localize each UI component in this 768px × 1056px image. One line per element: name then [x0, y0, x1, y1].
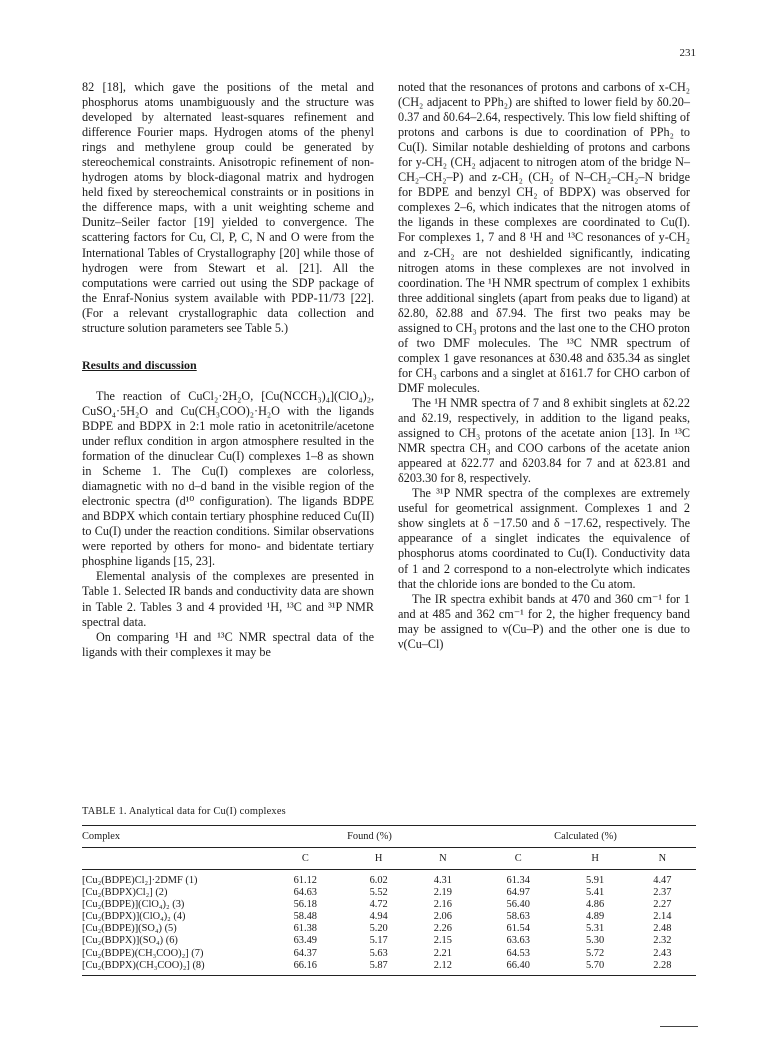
table-cell-found-c: 58.48	[293, 911, 317, 923]
analytical-data-table-block	[82, 806, 696, 976]
table-cell-found-c: 63.49	[293, 935, 317, 947]
table-cell-complex: [Cu₂(BDPE)(CH₃COO)₂] (7)	[82, 947, 204, 959]
table-cell-calc-c: 56.40	[506, 899, 530, 911]
table-cell-found-c: 66.16	[293, 959, 317, 971]
table-row	[82, 870, 696, 888]
header-complex: Complex	[82, 831, 121, 842]
table-cell-found-c: 61.12	[293, 875, 317, 886]
left-paragraph-4: On comparing ¹H and ¹³C NMR spectral data of the ligands with their complexes it may be	[82, 629, 374, 659]
table-row	[82, 899, 696, 911]
table-cell-found-h: 4.94	[369, 911, 388, 923]
header-found-h: H	[374, 853, 383, 864]
header-calculated: Calculated (%)	[554, 831, 617, 842]
right-paragraph-4: The IR spectra exhibit bands at 470 and 360 cm⁻¹ for 1 and at 485 and 362 cm⁻¹ for 2, the higher frequency band may be assigned to ν(Cu–P) and the other one is due to ν(Cu–Cl)	[398, 591, 690, 651]
table-cell-calc-n: 4.47	[653, 875, 672, 886]
right-paragraph-2: The ¹H NMR spectra of 7 and 8 exhibit singlets at δ2.22 and δ2.19, respectively, in addition to the ligand peaks, assigned to CH₃ protons of the acetate anion [13]. In ¹³C NMR spectra CH₃ and COO carbons of the acetate anion appeared at δ22.77 and δ203.84 for 7 and at δ23.81 and δ203.30 for 8, respectively.	[398, 395, 690, 486]
table-cell-found-n: 2.26	[433, 923, 452, 935]
right-column	[398, 80, 690, 652]
table-cell-calc-h: 4.89	[585, 911, 605, 923]
table-cell-calc-n: 2.28	[653, 959, 672, 971]
table-cell-calc-n: 2.43	[653, 947, 672, 959]
header-found: Found (%)	[347, 831, 392, 842]
table-cell-complex: [Cu₂(BDPX)](SO₄) (6)	[82, 935, 178, 947]
table-cell-found-n: 4.31	[433, 875, 452, 886]
table-cell-calc-n: 2.37	[653, 887, 672, 899]
table-cell-found-n: 2.06	[433, 911, 452, 923]
analytical-data-table	[82, 825, 696, 976]
header-found-n: N	[439, 853, 447, 864]
header-calc-n: N	[658, 853, 667, 864]
table-cell-found-n: 2.19	[433, 887, 452, 899]
table-cell-complex: [Cu₂(BDPX)(CH₃COO)₂] (8)	[82, 959, 205, 971]
left-paragraph-2: The reaction of CuCl₂·2H₂O, [Cu(NCCH₃)₄](ClO₄)₂, CuSO₄·5H₂O and Cu(CH₃COO)₂·H₂O with the ligands BDPE and BDPX in 2:1 mole ratio in acetonitrile/acetone under reflux condition in argon atmosphere resulted in the formation of the dinuclear Cu(I) complexes 1–8 as shown in Scheme 1. The Cu(I) complexes are colorless, diamagnetic with no d–d band in the visible region of the electronic spectra (d¹⁰ configuration). The ligands BDPE and BDPX which contain tertiary phosphine reduced Cu(II) to Cu(I) under the reaction conditions. Similar observations were reported by others for mono- and bidentate tertiary phosphine ligands [15, 23].	[82, 388, 374, 569]
header-found-c: C	[301, 853, 309, 864]
right-paragraph-3: The ³¹P NMR spectra of the complexes are extremely useful for geometrical assignment. Complexes 1 and 2 show singlets at δ −17.50 and δ −17.62, respectively. The appearance of a singlet indicates the equivalence of phosphorus atoms coordinated to Cu(I). Conductivity data of 1 and 2 correspond to a non-electrolyte which indicates that the chloride ions are bonded to the Cu atom.	[398, 486, 690, 591]
footer-rule	[660, 1026, 698, 1027]
table-cell-found-h: 6.02	[369, 875, 388, 886]
table-cell-found-h: 5.17	[369, 935, 388, 947]
table-row	[82, 923, 696, 935]
left-paragraph-1: 82 [18], which gave the positions of the metal and phosphorus atoms unambiguously and the structure was developed by alternated least-squares refinement and difference Fourier maps. Hydrogen atoms of the phenyl rings and methylene group could be generated by stereochemical constraints. Anisotropic refinement of non-hydrogen atoms by block-diagonal matrix and hydrogen held fixed by stereochemical constraints or in positions in the difference maps, with a unit weighting scheme and Dunitz–Seiler factor [19] yielded to convergence. The scattering factors for Cu, Cl, P, C, N and O were from the International Tables of Crystallography [20] while those of hydrogen were from Stewart et al. [21]. All the computations were carried out using the SDP package of the Enraf-Nonius system available with PDP-11/73 [22]. (For a relevant crystallographic data collection and structure solution parameters see Table 5.)	[82, 80, 374, 335]
table-cell-calc-n: 2.32	[653, 935, 672, 947]
table-cell-found-n: 2.15	[433, 935, 452, 947]
table-cell-found-n: 2.16	[433, 899, 452, 911]
table-cell-found-n: 2.21	[433, 947, 452, 959]
table-cell-found-h: 5.20	[369, 923, 388, 935]
table-row	[82, 960, 696, 976]
table-cell-calc-c: 61.34	[506, 875, 530, 886]
table-cell-calc-n: 2.27	[653, 899, 672, 911]
table-cell-found-c: 61.38	[293, 923, 317, 935]
table-row	[82, 948, 696, 960]
table-cell-found-h: 4.72	[369, 899, 388, 911]
table-cell-calc-h: 5.72	[585, 947, 605, 959]
table-cell-found-n: 2.12	[433, 959, 452, 971]
table-cell-complex: [Cu₂(BDPE)](ClO₄)₂ (3)	[82, 899, 185, 911]
table-cell-calc-c: 63.63	[506, 935, 530, 947]
table-cell-found-c: 56.18	[293, 899, 317, 911]
table-cell-calc-c: 66.40	[506, 959, 530, 971]
table-row	[82, 911, 696, 923]
table-cell-calc-c: 61.54	[506, 923, 530, 935]
header-calc-h: H	[591, 853, 599, 864]
table-row	[82, 935, 696, 947]
table-cell-calc-h: 5.41	[585, 887, 605, 899]
table-cell-calc-h: 5.91	[585, 875, 605, 886]
right-paragraph-1: noted that the resonances of protons and carbons of x-CH₂ (CH₂ adjacent to PPh₂) are shifted to lower field by δ0.20–0.37 and δ0.64–2.64, respectively. This low field shifting of protons and carbons is due to coordination of PPh₂ to Cu(I). Similar notable deshielding of protons and carbons for y-CH₂ (CH₂ adjacent to nitrogen atom of the bridge N–CH₂–CH₂–P) and z-CH₂ (CH₂ of N–CH₂–CH₂–N bridge for BDPE and benzyl CH₂ of BDPX) was observed for complexes 2–6, which indicates that the nitrogen atoms of the ligands in these complexes are coordinated to Cu(I). For complexes 1, 7 and 8 ¹H and ¹³C resonances of y-CH₂ and z-CH₂ are not deshielded significantly, indicating nitrogen atoms in these complexes are not involved in coordination. The ¹H NMR spectrum of complex 1 exhibits three additional singlets (apart from peaks due to ligand) at δ2.80, δ2.88 and δ7.94. The first two peaks may be assigned to CH₃ protons and the last one to the CHO proton of two DMF molecules. The ¹³C NMR spectrum of complex 1 gave resonances at δ30.48 and δ35.34 as singlet for CH₃ carbons and a singlet at δ161.7 for CHO carbon of DMF molecules.	[398, 80, 690, 395]
table-caption: TABLE 1. Analytical data for Cu(I) complexes	[82, 806, 286, 817]
table-cell-found-c: 64.63	[293, 887, 317, 899]
table-cell-calc-h: 4.86	[585, 899, 605, 911]
table-cell-calc-c: 58.63	[506, 911, 530, 923]
table-body	[82, 870, 696, 976]
table-cell-found-h: 5.63	[369, 947, 388, 959]
table-cell-calc-h: 5.30	[585, 935, 605, 947]
table-cell-complex: [Cu₂(BDPX)Cl₂] (2)	[82, 887, 168, 899]
section-heading-results: Results and discussion	[82, 357, 197, 372]
table-cell-complex: [Cu₂(BDPE)Cl₂]·2DMF (1)	[82, 875, 198, 886]
table-cell-calc-h: 5.31	[585, 923, 605, 935]
table-cell-calc-n: 2.14	[653, 911, 672, 923]
page-number: 231	[679, 47, 696, 59]
table-cell-complex: [Cu₂(BDPE)](SO₄) (5)	[82, 923, 177, 935]
table-cell-calc-n: 2.48	[653, 923, 672, 935]
table-cell-calc-c: 64.97	[506, 887, 530, 899]
left-column	[82, 80, 374, 660]
table-row	[82, 887, 696, 899]
left-paragraph-3: Elemental analysis of the complexes are presented in Table 1. Selected IR bands and conductivity data are shown in Table 2. Tables 3 and 4 provided ¹H, ¹³C and ³¹P NMR spectral data.	[82, 569, 374, 629]
table-cell-found-c: 64.37	[293, 947, 317, 959]
table-cell-found-h: 5.52	[369, 887, 388, 899]
table-cell-calc-c: 64.53	[506, 947, 530, 959]
table-cell-found-h: 5.87	[369, 959, 388, 971]
header-calc-c: C	[514, 853, 522, 864]
table-cell-calc-h: 5.70	[585, 959, 605, 971]
table-cell-complex: [Cu₂(BDPX)](ClO₄)₂ (4)	[82, 911, 186, 923]
